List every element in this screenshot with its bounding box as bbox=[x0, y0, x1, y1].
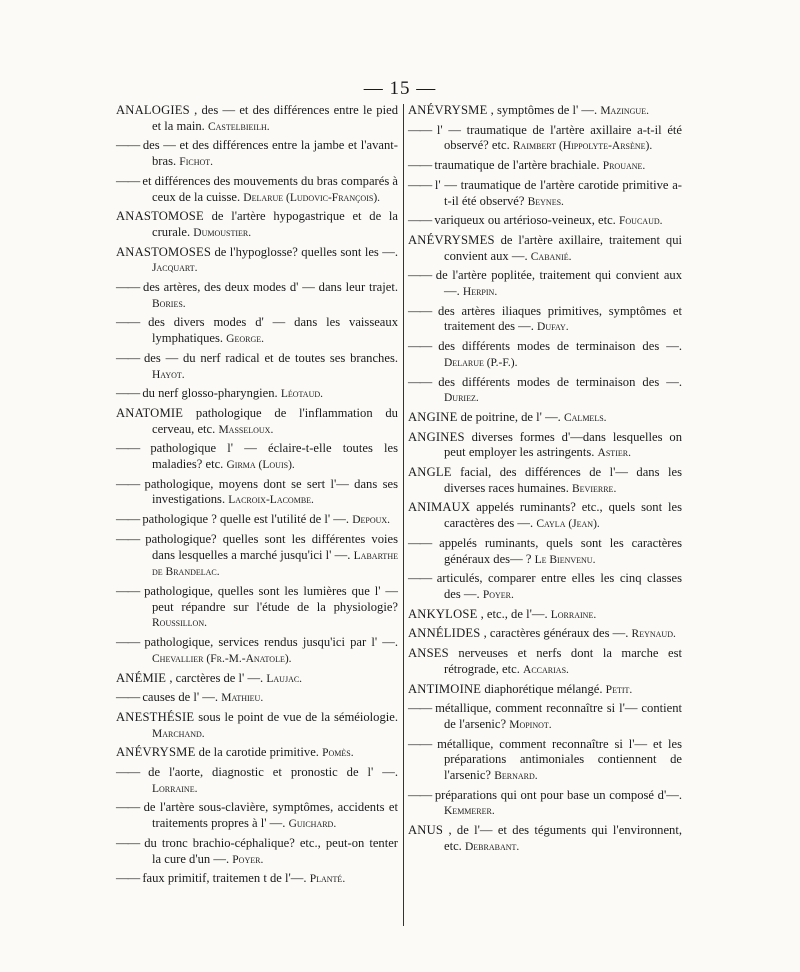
entry-text: pathologique l' — éclaire-t-elle toutes les maladies? etc. bbox=[150, 441, 398, 472]
entry-text: métallique, comment reconnaître si l'— contient de l'arsenic? bbox=[435, 701, 682, 731]
entry-text: pathologique, services rendus jusqu'ici par l' —. bbox=[144, 635, 398, 650]
index-entry bbox=[116, 584, 398, 632]
entry-heading: ANATOMIE bbox=[116, 405, 184, 420]
index-entry bbox=[116, 138, 398, 170]
entry-author: Astier. bbox=[597, 447, 631, 460]
entry-heading: ANÉMIE bbox=[116, 670, 167, 685]
entry-text: de la carotide primitive. bbox=[198, 745, 319, 760]
index-entry bbox=[408, 682, 682, 699]
entry-author: Lacroix-Lacombe. bbox=[228, 494, 314, 507]
entry-text: traumatique de l'artère brachiale. bbox=[434, 158, 600, 173]
entry-text: , caractères généraux des —. bbox=[483, 626, 629, 641]
index-entry bbox=[116, 280, 398, 312]
entry-author: Lorraine. bbox=[152, 782, 198, 795]
ditto-dash: —— bbox=[408, 535, 432, 550]
entry-text: de l'artère sous-clavière, symptômes, accidents et traitements propres à l' —. bbox=[143, 800, 398, 831]
ditto-dash: —— bbox=[408, 701, 432, 716]
entry-text: facial, des différences de l'— dans les diverses races humaines. bbox=[444, 465, 682, 495]
entry-author: Delarue (P.-F.). bbox=[444, 356, 518, 369]
entry-author: Poyer. bbox=[232, 853, 264, 866]
index-entry bbox=[408, 410, 682, 427]
index-entry bbox=[116, 710, 398, 742]
ditto-dash: —— bbox=[116, 800, 140, 815]
entry-author: Laujac. bbox=[266, 672, 303, 685]
entry-heading: ANGLE bbox=[408, 465, 452, 480]
ditto-dash: —— bbox=[116, 315, 140, 330]
entry-heading: ANIMAUX bbox=[408, 500, 471, 515]
entry-author: Cayla (Jean). bbox=[536, 518, 600, 531]
entry-author: Herpin. bbox=[462, 286, 498, 299]
entry-text: articulés, comparer entre elles les cinq classes des —. bbox=[436, 571, 682, 601]
entry-author: Castelbieilh. bbox=[207, 120, 270, 133]
ditto-dash: —— bbox=[408, 177, 432, 192]
entry-text: des — et des différences entre la jambe et l'avant-bras. bbox=[142, 138, 398, 169]
index-entry bbox=[116, 406, 398, 438]
entry-text: , carctères de l' —. bbox=[169, 670, 264, 685]
index-entry bbox=[408, 304, 682, 336]
ditto-dash: —— bbox=[116, 386, 140, 401]
page-number: — 15 — bbox=[363, 78, 437, 99]
entry-text: métallique, comment reconnaître si l'— et les préparations antimoniales contiennent de l'arsenic? bbox=[437, 736, 682, 783]
entry-author: Le Bienvenu. bbox=[534, 553, 596, 566]
entry-text: pathologique, quelles sont les lumières que l' — peut répandre sur l'étude de la physiologie? bbox=[144, 583, 398, 614]
entry-text: nerveuses et nerfs dont la marche est rétrograde, etc. bbox=[444, 646, 682, 676]
entry-author: Depoux. bbox=[352, 514, 391, 527]
entry-heading: ANALOGIES bbox=[116, 103, 190, 117]
entry-author: Petit. bbox=[605, 683, 633, 696]
ditto-dash: —— bbox=[408, 303, 432, 318]
entry-text: de l'artère hypogastrique et de la crurale. bbox=[152, 209, 399, 239]
ditto-dash: —— bbox=[408, 571, 432, 586]
index-entry bbox=[408, 607, 682, 624]
entry-author: Duriez. bbox=[444, 392, 479, 405]
ditto-dash: —— bbox=[408, 268, 432, 283]
entry-text: l' — traumatique de l'artère carotide primitive a-t-il été observé? bbox=[434, 177, 682, 208]
ditto-dash: —— bbox=[408, 339, 432, 354]
entry-author: Accarias. bbox=[523, 663, 569, 676]
entry-author: Guichard. bbox=[288, 818, 337, 831]
entry-author: Girma (Louis). bbox=[226, 459, 295, 472]
ditto-dash: —— bbox=[116, 173, 140, 188]
index-entry bbox=[116, 209, 398, 241]
index-entry bbox=[116, 351, 398, 383]
index-entry bbox=[408, 737, 682, 785]
entry-author: Jacquart. bbox=[152, 262, 198, 275]
entry-text: préparations qui ont pour base un composé d'—. bbox=[434, 787, 682, 802]
entry-author: Raimbert (Hippolyte-Arsène). bbox=[512, 140, 653, 153]
entry-text: de l'aorte, diagnostic et pronostic de l' —. bbox=[148, 765, 398, 780]
index-entry bbox=[408, 701, 682, 733]
index-entry bbox=[408, 268, 682, 300]
entry-text: pathologique de l'inflammation du cerveau, etc. bbox=[152, 405, 398, 436]
ditto-dash: —— bbox=[116, 871, 140, 886]
entry-text: appelés ruminants, quels sont les caractères généraux des— ? bbox=[439, 535, 682, 566]
ditto-dash: —— bbox=[408, 736, 432, 751]
entry-text: , symptômes de l' —. bbox=[490, 103, 598, 117]
entry-text: l' — traumatique de l'artère axillaire a-t-il été observé? etc. bbox=[436, 122, 682, 153]
index-entry bbox=[408, 626, 682, 643]
entry-author: Pomès. bbox=[322, 747, 354, 760]
entry-heading: ANGINES bbox=[408, 429, 465, 444]
entry-heading: ANGINE bbox=[408, 409, 458, 424]
entry-author: Delarue (Ludovic-François). bbox=[243, 191, 381, 204]
entry-heading: ANÉVRYSMES bbox=[408, 232, 495, 247]
entry-text: et différences des mouvements du bras comparés à ceux de la cuisse. bbox=[142, 173, 398, 204]
entry-author: Bevierre. bbox=[572, 482, 617, 495]
entry-author: Beynes. bbox=[527, 195, 564, 208]
entry-author: Marchand. bbox=[152, 727, 205, 740]
entry-text: sous le point de vue de la séméiologie. bbox=[198, 709, 398, 724]
entry-heading: ANESTHÉSIE bbox=[116, 709, 195, 724]
entry-heading: ANSES bbox=[408, 646, 449, 661]
entry-author: Masseloux. bbox=[218, 423, 274, 436]
entry-author: Fichot. bbox=[179, 156, 214, 169]
right-column bbox=[408, 103, 682, 859]
ditto-dash: —— bbox=[116, 635, 140, 650]
entry-author: Debrabant. bbox=[464, 840, 520, 853]
entry-author: Labarthe de Brandelac. bbox=[152, 549, 398, 579]
ditto-dash: —— bbox=[116, 583, 140, 598]
index-entry bbox=[408, 339, 682, 371]
ditto-dash: —— bbox=[116, 280, 140, 295]
index-entry bbox=[116, 103, 398, 135]
entry-author: Lorraine. bbox=[550, 608, 597, 621]
index-entry bbox=[116, 836, 398, 868]
index-entry bbox=[116, 635, 398, 667]
index-entry bbox=[408, 178, 682, 210]
entry-text: diverses formes d'—dans lesquelles on peut employer les astringents. bbox=[444, 429, 682, 460]
entry-text: du nerf glosso-pharyngien. bbox=[142, 386, 278, 401]
entry-text: diaphorétique mélangé. bbox=[484, 681, 603, 696]
ditto-dash: —— bbox=[408, 374, 432, 389]
entry-text: de l'hypoglosse? quelles sont les —. bbox=[214, 244, 398, 259]
entry-author: Mopinot. bbox=[509, 718, 552, 731]
entry-text: pathologique ? quelle est l'utilité de l' —. bbox=[142, 512, 350, 527]
entry-author: Mathieu. bbox=[221, 692, 264, 705]
entry-author: Bories. bbox=[152, 297, 186, 310]
index-entry bbox=[116, 800, 398, 832]
entry-text: des artères, des deux modes d' — dans leur trajet. bbox=[143, 280, 398, 295]
entry-text: des artères iliaques primitives, symptômes et traitement des —. bbox=[437, 303, 683, 334]
ditto-dash: —— bbox=[116, 512, 140, 527]
entry-heading: ANTIMOINE bbox=[408, 681, 482, 696]
entry-text: des différents modes de terminaison des —. bbox=[438, 339, 682, 354]
index-entry bbox=[116, 512, 398, 529]
index-entry bbox=[408, 375, 682, 407]
entry-author: Dumoustier. bbox=[193, 226, 252, 239]
index-entry bbox=[116, 477, 398, 509]
entry-author: Hayot. bbox=[152, 368, 185, 381]
entry-author: Poyer. bbox=[482, 588, 514, 601]
entry-heading: ANNÉLIDES bbox=[408, 626, 481, 641]
index-entry bbox=[116, 315, 398, 347]
entry-text: des — du nerf radical et de toutes ses branches. bbox=[143, 350, 398, 365]
entry-author: Kemmerer. bbox=[444, 805, 495, 818]
entry-heading: ANASTOMOSE bbox=[116, 209, 204, 224]
entry-text: causes de l' —. bbox=[142, 690, 219, 705]
ditto-dash: —— bbox=[116, 835, 140, 850]
ditto-dash: —— bbox=[116, 531, 140, 546]
entry-author: Foucaud. bbox=[619, 215, 663, 228]
entry-author: Calmels. bbox=[563, 411, 607, 424]
ditto-dash: —— bbox=[116, 441, 140, 456]
index-entry bbox=[116, 745, 398, 762]
entry-text: variqueux ou artérioso-veineux, etc. bbox=[434, 213, 616, 228]
index-entry bbox=[116, 532, 398, 581]
column-divider bbox=[403, 104, 404, 926]
entry-text: du tronc brachio-céphalique? etc., peut-on tenter la cure d'un —. bbox=[144, 835, 398, 866]
entry-heading: ANKYLOSE bbox=[408, 606, 478, 621]
entry-heading: ANASTOMOSES bbox=[116, 244, 212, 259]
entry-author: Reynaud. bbox=[631, 628, 676, 641]
entry-author: Bernard. bbox=[494, 770, 538, 783]
index-entry bbox=[116, 690, 398, 707]
ditto-dash: —— bbox=[408, 122, 432, 137]
index-entry bbox=[116, 871, 398, 888]
index-entry bbox=[408, 103, 682, 120]
entry-text: de poitrine, de l' —. bbox=[460, 409, 561, 424]
index-entry bbox=[116, 245, 398, 277]
index-entry bbox=[116, 174, 398, 206]
entry-text: des différents modes de terminaison des —. bbox=[438, 374, 682, 389]
index-entry bbox=[408, 213, 682, 230]
index-entry bbox=[408, 123, 682, 155]
index-entry bbox=[116, 386, 398, 403]
entry-text: , etc., de l'—. bbox=[480, 606, 548, 621]
ditto-dash: —— bbox=[408, 158, 432, 173]
entry-text: , des — et des différences entre le pied et la main. bbox=[152, 103, 398, 133]
entry-author: Léotaud. bbox=[280, 388, 324, 401]
entry-author: Cabanié. bbox=[530, 250, 572, 263]
entry-heading: ANÉVRYSME bbox=[408, 103, 488, 117]
entry-author: Prouane. bbox=[602, 160, 646, 173]
index-entry bbox=[116, 671, 398, 688]
index-entry bbox=[408, 788, 682, 820]
entry-heading: ANUS bbox=[408, 823, 444, 838]
index-entry bbox=[116, 765, 398, 797]
ditto-dash: —— bbox=[116, 350, 140, 365]
index-entry bbox=[408, 646, 682, 678]
entry-text: , de l'— et des téguments qui l'environnent, etc. bbox=[444, 823, 682, 853]
entry-author: Dufay. bbox=[537, 321, 569, 334]
ditto-dash: —— bbox=[116, 765, 140, 780]
ditto-dash: —— bbox=[408, 787, 432, 802]
index-entry bbox=[116, 441, 398, 473]
index-entry bbox=[408, 571, 682, 603]
index-entry bbox=[408, 233, 682, 265]
entry-text: des divers modes d' — dans les vaisseaux lymphatiques. bbox=[148, 315, 398, 346]
entry-text: pathologique? quelles sont les différentes voies dans lesquelles a marché jusqu'ici l' —. bbox=[145, 531, 398, 562]
entry-author: Chevallier (Fr.-M.-Anatole). bbox=[152, 652, 292, 665]
ditto-dash: —— bbox=[116, 138, 140, 153]
entry-text: pathologique, moyens dont se sert l'— dans ses investigations. bbox=[144, 476, 398, 507]
ditto-dash: —— bbox=[116, 690, 140, 705]
entry-text: faux primitif, traitemen t de l'—. bbox=[142, 871, 307, 886]
entry-text: de l'artère axillaire, traitement qui convient aux —. bbox=[444, 232, 682, 263]
index-entry bbox=[408, 430, 682, 462]
index-entry bbox=[408, 158, 682, 175]
entry-heading: ANÉVRYSME bbox=[116, 745, 196, 760]
left-column bbox=[116, 103, 398, 891]
entry-text: appelés ruminants? etc., quels sont les caractères des —. bbox=[444, 500, 682, 531]
entry-author: Mazingue. bbox=[600, 105, 649, 117]
entry-author: Planté. bbox=[309, 873, 346, 886]
entry-author: Roussillon. bbox=[152, 617, 207, 630]
index-entry bbox=[408, 500, 682, 532]
index-entry bbox=[408, 536, 682, 568]
ditto-dash: —— bbox=[116, 476, 140, 491]
entry-author: George. bbox=[226, 333, 265, 346]
index-entry bbox=[408, 465, 682, 497]
ditto-dash: —— bbox=[408, 213, 432, 228]
entry-text: de l'artère poplitée, traitement qui convient aux —. bbox=[435, 268, 683, 299]
index-entry bbox=[408, 823, 682, 855]
